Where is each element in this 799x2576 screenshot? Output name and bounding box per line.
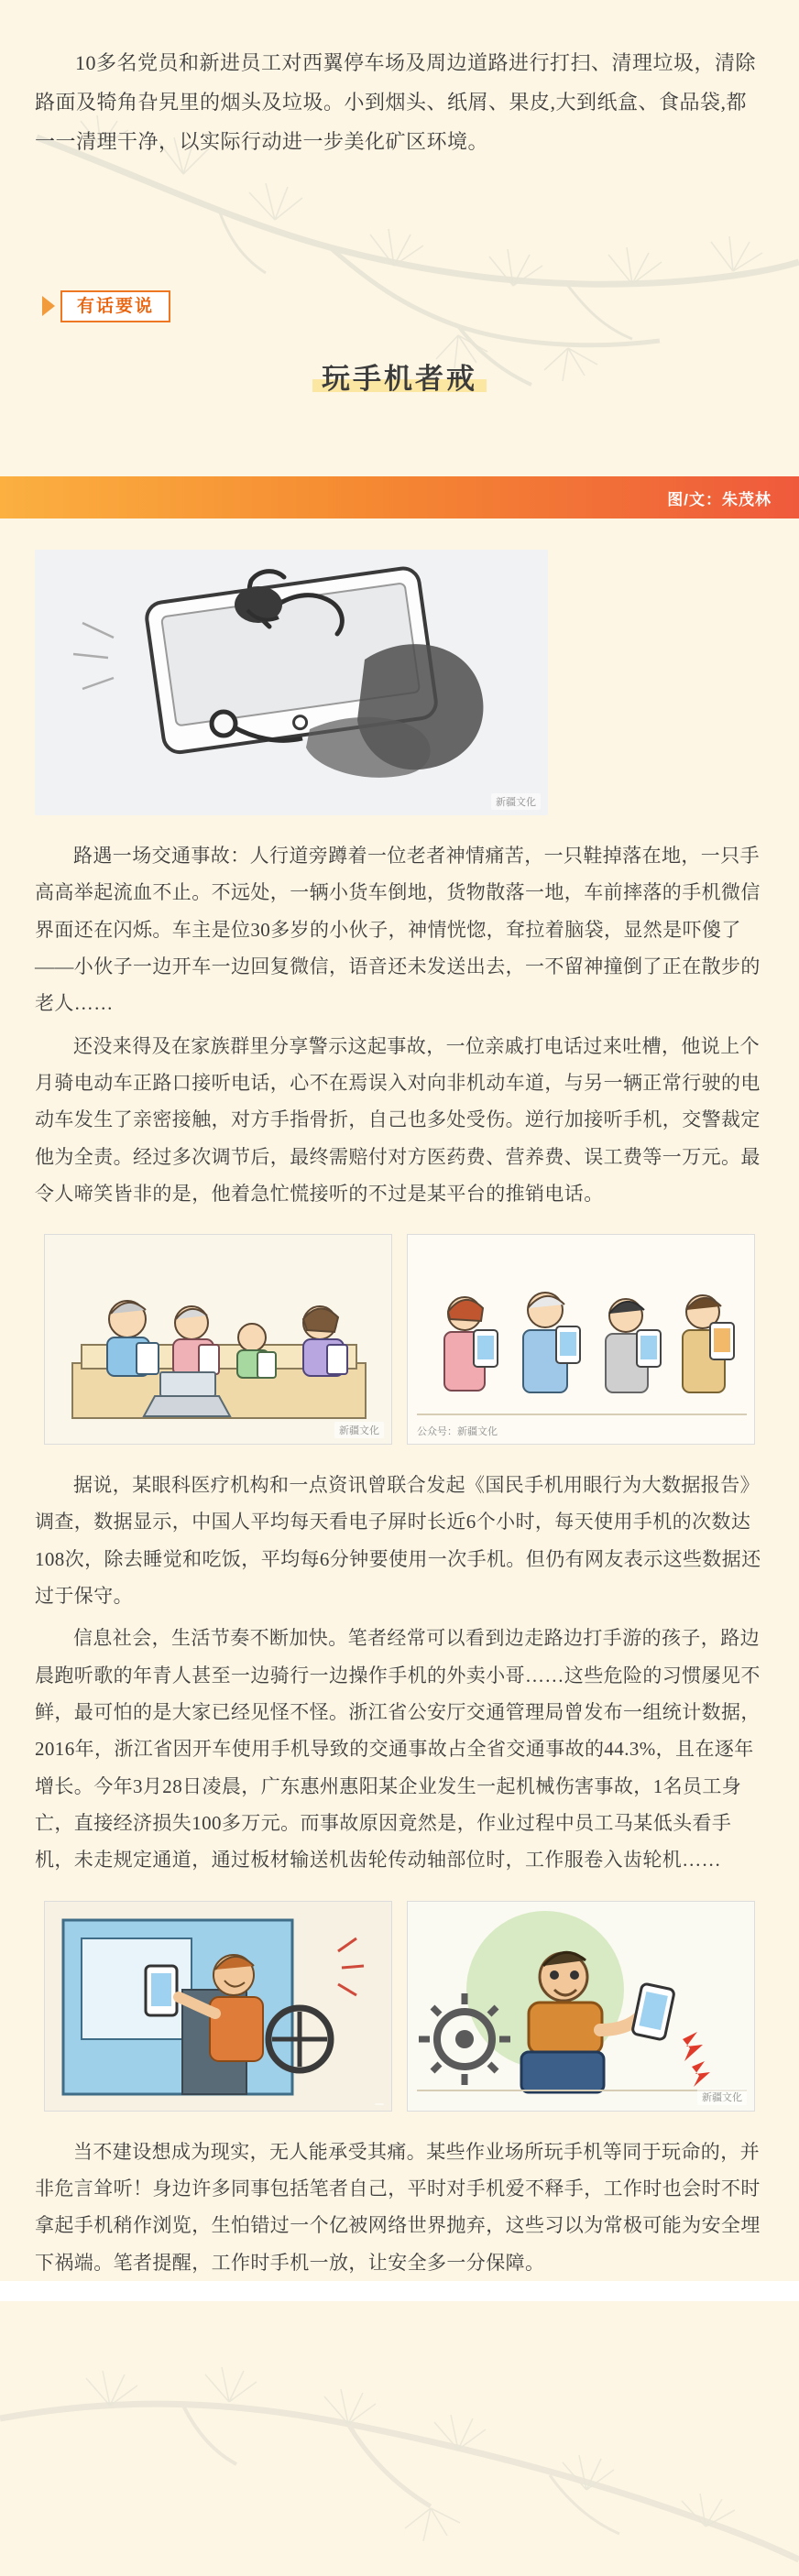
cartoon-crowd-with-phones	[407, 1234, 755, 1445]
article-body	[0, 518, 799, 2281]
figure-watermark	[375, 2103, 384, 2105]
figure-hero-wrapper	[35, 550, 764, 815]
page-title-text: 玩手机者戒	[312, 363, 487, 395]
pine-branch-watermark-bottom	[0, 2310, 799, 2576]
cartoon-family-on-phones	[44, 1234, 392, 1445]
body-paragraph-5: 当不建设想成为现实，无人能承受其痛。某些作业场所玩手机等同于玩命的，并非危言耸听！身边许多同事包括笔者自己，平时对手机爱不释手，工作时也会时不时拿起手机稍作浏览，生怕错过一个亿被网络世界抛弃，这些习以为常极可能为安全埋下祸端。笔者提醒，工作时手机一放，让安全多一分保障。	[35, 2140, 761, 2274]
page-title	[35, 355, 764, 439]
byline-bar	[0, 476, 799, 518]
body-paragraph-1: 路遇一场交通事故：人行道旁蹲着一位老者神情痛苦，一只鞋掉落在地，一只手高高举起流血不止。不远处，一辆小货车倒地，货物散落一地，车前摔落的手机微信界面还在闪烁。车主是位30多岁的小伙子，神情恍惚，耷拉着脑袋，显然是吓傻了——小伙子一边开车一边回复微信，语音还未发送出去，一不留神撞倒了正在散步的老人……	[35, 845, 761, 1015]
body-paragraph-4: 信息社会，生活节奏不断加快。笔者经常可以看到边走路边打手游的孩子，路边晨跑听歌的年青人甚至一边骑行一边操作手机的外卖小哥……这些危险的习惯屡见不鲜，最可怕的是大家已经见怪不怪。浙江省公安厅交通管理局曾发布一组统计数据，2016年，浙江省因开车使用手机导致的交通事故占全省交通事故的44.3%，且在逐年增长。今年3月28日凌晨，广东惠州惠阳某企业发生一起机械伤害事故，1名员工身亡，直接经济损失100多万元。而事故原因竟然是，作业过程中员工马某低头看手机，未走规定通道，通过板材输送机齿轮传动轴部位时，工作服卷入齿轮机……	[35, 1627, 761, 1872]
section-tag-label: 有话要说	[60, 290, 170, 322]
figure-watermark-account: 公众号：新疆文化	[417, 1426, 498, 1438]
triangle-right-icon	[42, 296, 55, 316]
figure-pair-2	[35, 1901, 764, 2112]
section-tag	[35, 290, 764, 322]
body-paragraph-2: 还没来得及在家族群里分享警示这起事故，一位亲戚打电话过来吐槽，他说上个月骑电动车正路口接听电话，心不在焉误入对向非机动车道，与另一辆正常行驶的电动车发生了亲密接触，对方手指骨折，自己也多处受伤。逆行加接听手机，交警裁定他为全责。经过多次调节后，最终需赔付对方医药费、营养费、误工费等一万元。最令人啼笑皆非的是，他着急忙慌接听的不过是某平台的推销电话。	[35, 1034, 761, 1205]
figure-watermark: 新疆文化	[491, 793, 541, 810]
footer-decoration	[0, 2301, 799, 2576]
intro-paragraph: 10多名党员和新进员工对西翼停车场及周边道路进行打扫、清理垃圾，清除路面及犄角旮旯里的烟头及垃圾。小到烟头、纸屑、果皮,大到纸盒、食品袋,都一一清理干净，以实际行动进一步美化矿区环境。	[35, 51, 757, 153]
figure-watermark: 新疆文化	[334, 1422, 384, 1438]
cartoon-driver-using-phone	[44, 1901, 392, 2112]
body-paragraph-3: 据说，某眼科医疗机构和一点资讯曾联合发起《国民手机用眼行为大数据报告》调查，数据显示，中国人平均每天看电子屏时长近6个小时，每天使用手机的次数达108次，除去睡觉和吃饭，平均每6分钟要使用一次手机。但仍有网友表示这些数据还过于保守。	[35, 1474, 761, 1608]
cartoon-phone-swallowing-man	[35, 550, 548, 815]
cartoon-worker-distracted-by-phone	[407, 1901, 755, 2112]
figure-watermark: 新疆文化	[697, 2089, 747, 2105]
figure-pair-1	[35, 1234, 764, 1445]
intro-section	[0, 0, 799, 476]
byline-text: 图/文：朱茂林	[667, 490, 772, 508]
